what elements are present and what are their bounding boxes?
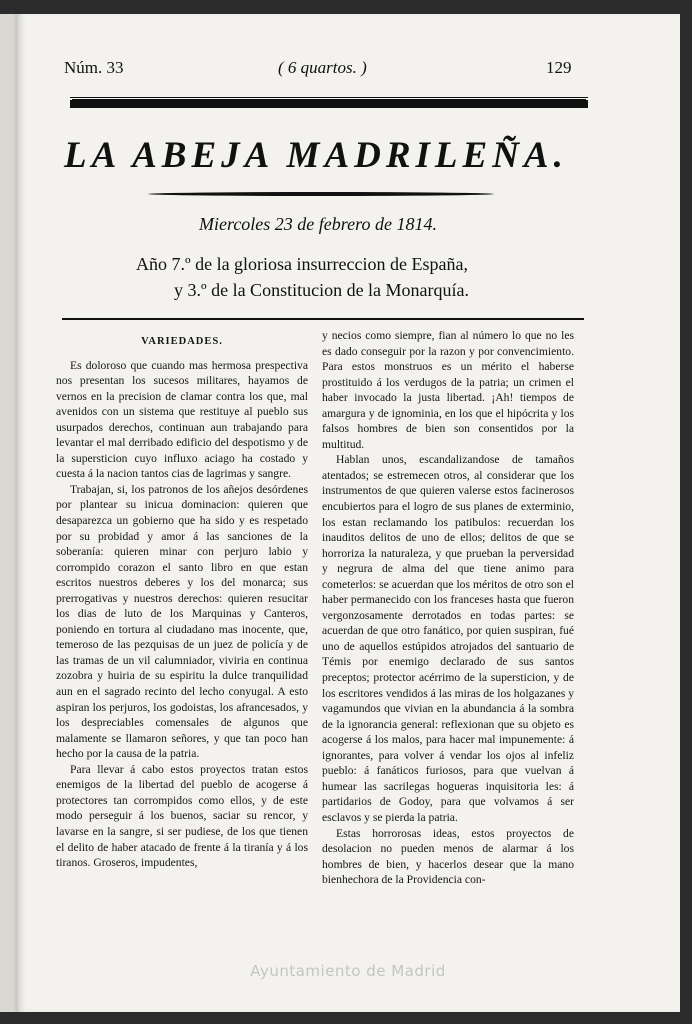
paragraph: Hablan unos, escandalizandose de tamaños atentados; se estremecen otros, al considerar que los instrumentos de que quieren valerse estos facinerosos encubiertos para el logro de sus planes de exterminio, los estan reclamando los patibulos: recuerdan los inauditos delitos de uno de ellos; delitos de que se horroriza la naturaleza, y que prueban la perversidad y negrura de alma del que tiene animo para cometerlos: se acuerdan que los méritos de otro son el haber permanecido con los franceses hasta que fueron vergonzosamente derrotados en todas partes: se acuerdan de que otro fanático, por quien suspiran, fué uno de aquellos estúpidos atrojados del santuario de Témis por enemigo declarado de sus santos preceptos; protector acérrimo de la supersticion, y de los escritores vendidos á las miras de los holgazanes y vagamundos que vivian en la abundancia á la sombra de la ignorancia general: reflexionan que su objeto es acogerse á los malos, para hacer mal impunemente: á ignorantes, para volver á vendar los ojos al infeliz pueblo: á fanáticos furiosos, para que vuelvan á humear las sacrilegas hogueras inquisitoria les: á partidarios de Godoy, para que volvamos á ser esclavos y se pierda la patria. — [322, 453, 574, 824]
book-spine-edge — [0, 14, 14, 1012]
issue-date: Miercoles 23 de febrero de 1814. — [199, 214, 437, 234]
header-rule-thick — [70, 100, 588, 108]
issue-price: ( 6 quartos. ) — [278, 58, 367, 77]
archive-watermark: Ayuntamiento de Madrid — [250, 962, 446, 980]
paragraph: y necios como siempre, fian al número lo que no les es dado conseguir por la razon y por convencimiento. Para estos monstruos es un mérito el haberse prostituido á los verdugos de la patria; un crimen el haber invocado la justa libertad. ¡Ah! tiempos de amargura y de ignominia, en los que el hipócrita y los falsos hombres de bien son consentidos por la multitud. — [322, 329, 574, 451]
paragraph: Para llevar á cabo estos proyectos tratan estos enemigos de la libertad del pueblo de acogerse á protectores tan corrompidos como ellos, y de este modo perseguir á los buenos, saciar su rencor, y lavarse en la sangre, si ser pudiese, de los que tienen el delito de haber atacado de frente á la tiranía y á los tiranos. Groseros, impudentes, — [56, 762, 308, 870]
newspaper-title: LA ABEJA MADRILEÑA. — [64, 135, 568, 176]
paragraph: Estas horrorosas ideas, estos proyectos de desolacion no pueden menos de alarmar á los hombres de bien, y hacerlos desear que la mano bienhechora de la Providencia con- — [322, 826, 574, 887]
era-line-1: Año 7.º de la gloriosa insurreccion de España, — [136, 254, 468, 274]
text-column-right — [322, 328, 574, 888]
text-column-left — [56, 328, 308, 871]
title-underline — [148, 192, 494, 196]
paragraph: Trabajan, si, los patronos de los añejos desórdenes por plantear su inicua dominacion: quieren que desaparezca un gobierno que ha sido y es respetado por su probidad y amor á las sanciones de la soberanía: quieren minar con perjuro labio y corrompido corazon el santo libro en que estan escritos nuestros deberes y los del monarca; sus prerrogativas y nuestros derechos: quieren resucitar los dias de luto de los Marquinas y Canteros, poniendo en tortura al ciudadano mas inocente, que, temeroso de las pezquisas de un juez de policía y de las tramas de un vil calumniador, viviria en continua zozobra y huiria de su espiritu la dulce tranquilidad aun en el sagrado recinto del lecho conyugal. A esto aspiran los perjuros, los godoistas, los afrancesados, y los despreciables comensales de algunos que malamente se llamaron señores, y que tan poco han hecho por la causa de la patria. — [56, 482, 308, 761]
section-heading: VARIEDADES. — [141, 336, 223, 347]
newspaper-page — [14, 14, 680, 1012]
page-number: 129 — [546, 58, 572, 77]
masthead-divider — [62, 318, 584, 320]
paragraph: Es doloroso que cuando mas hermosa prespectiva nos presentan los sucesos militares, hayamos de vernos en la precision de clamar contra los que, mal avenidos con un sistema que restituye al pueblo sus usurpados derechos, continuan aun trabajando para levantar el mal derribado edificio del despotismo y de la supersticion cuyo influxo aciago ha costado y cuesta á la nacion tantos cias de lagrimas y sangre. — [56, 358, 308, 481]
header-rule-thin — [70, 97, 588, 98]
issue-number: Núm. 33 — [64, 58, 124, 77]
era-line-2: y 3.º de la Constitucion de la Monarquía. — [174, 280, 470, 300]
